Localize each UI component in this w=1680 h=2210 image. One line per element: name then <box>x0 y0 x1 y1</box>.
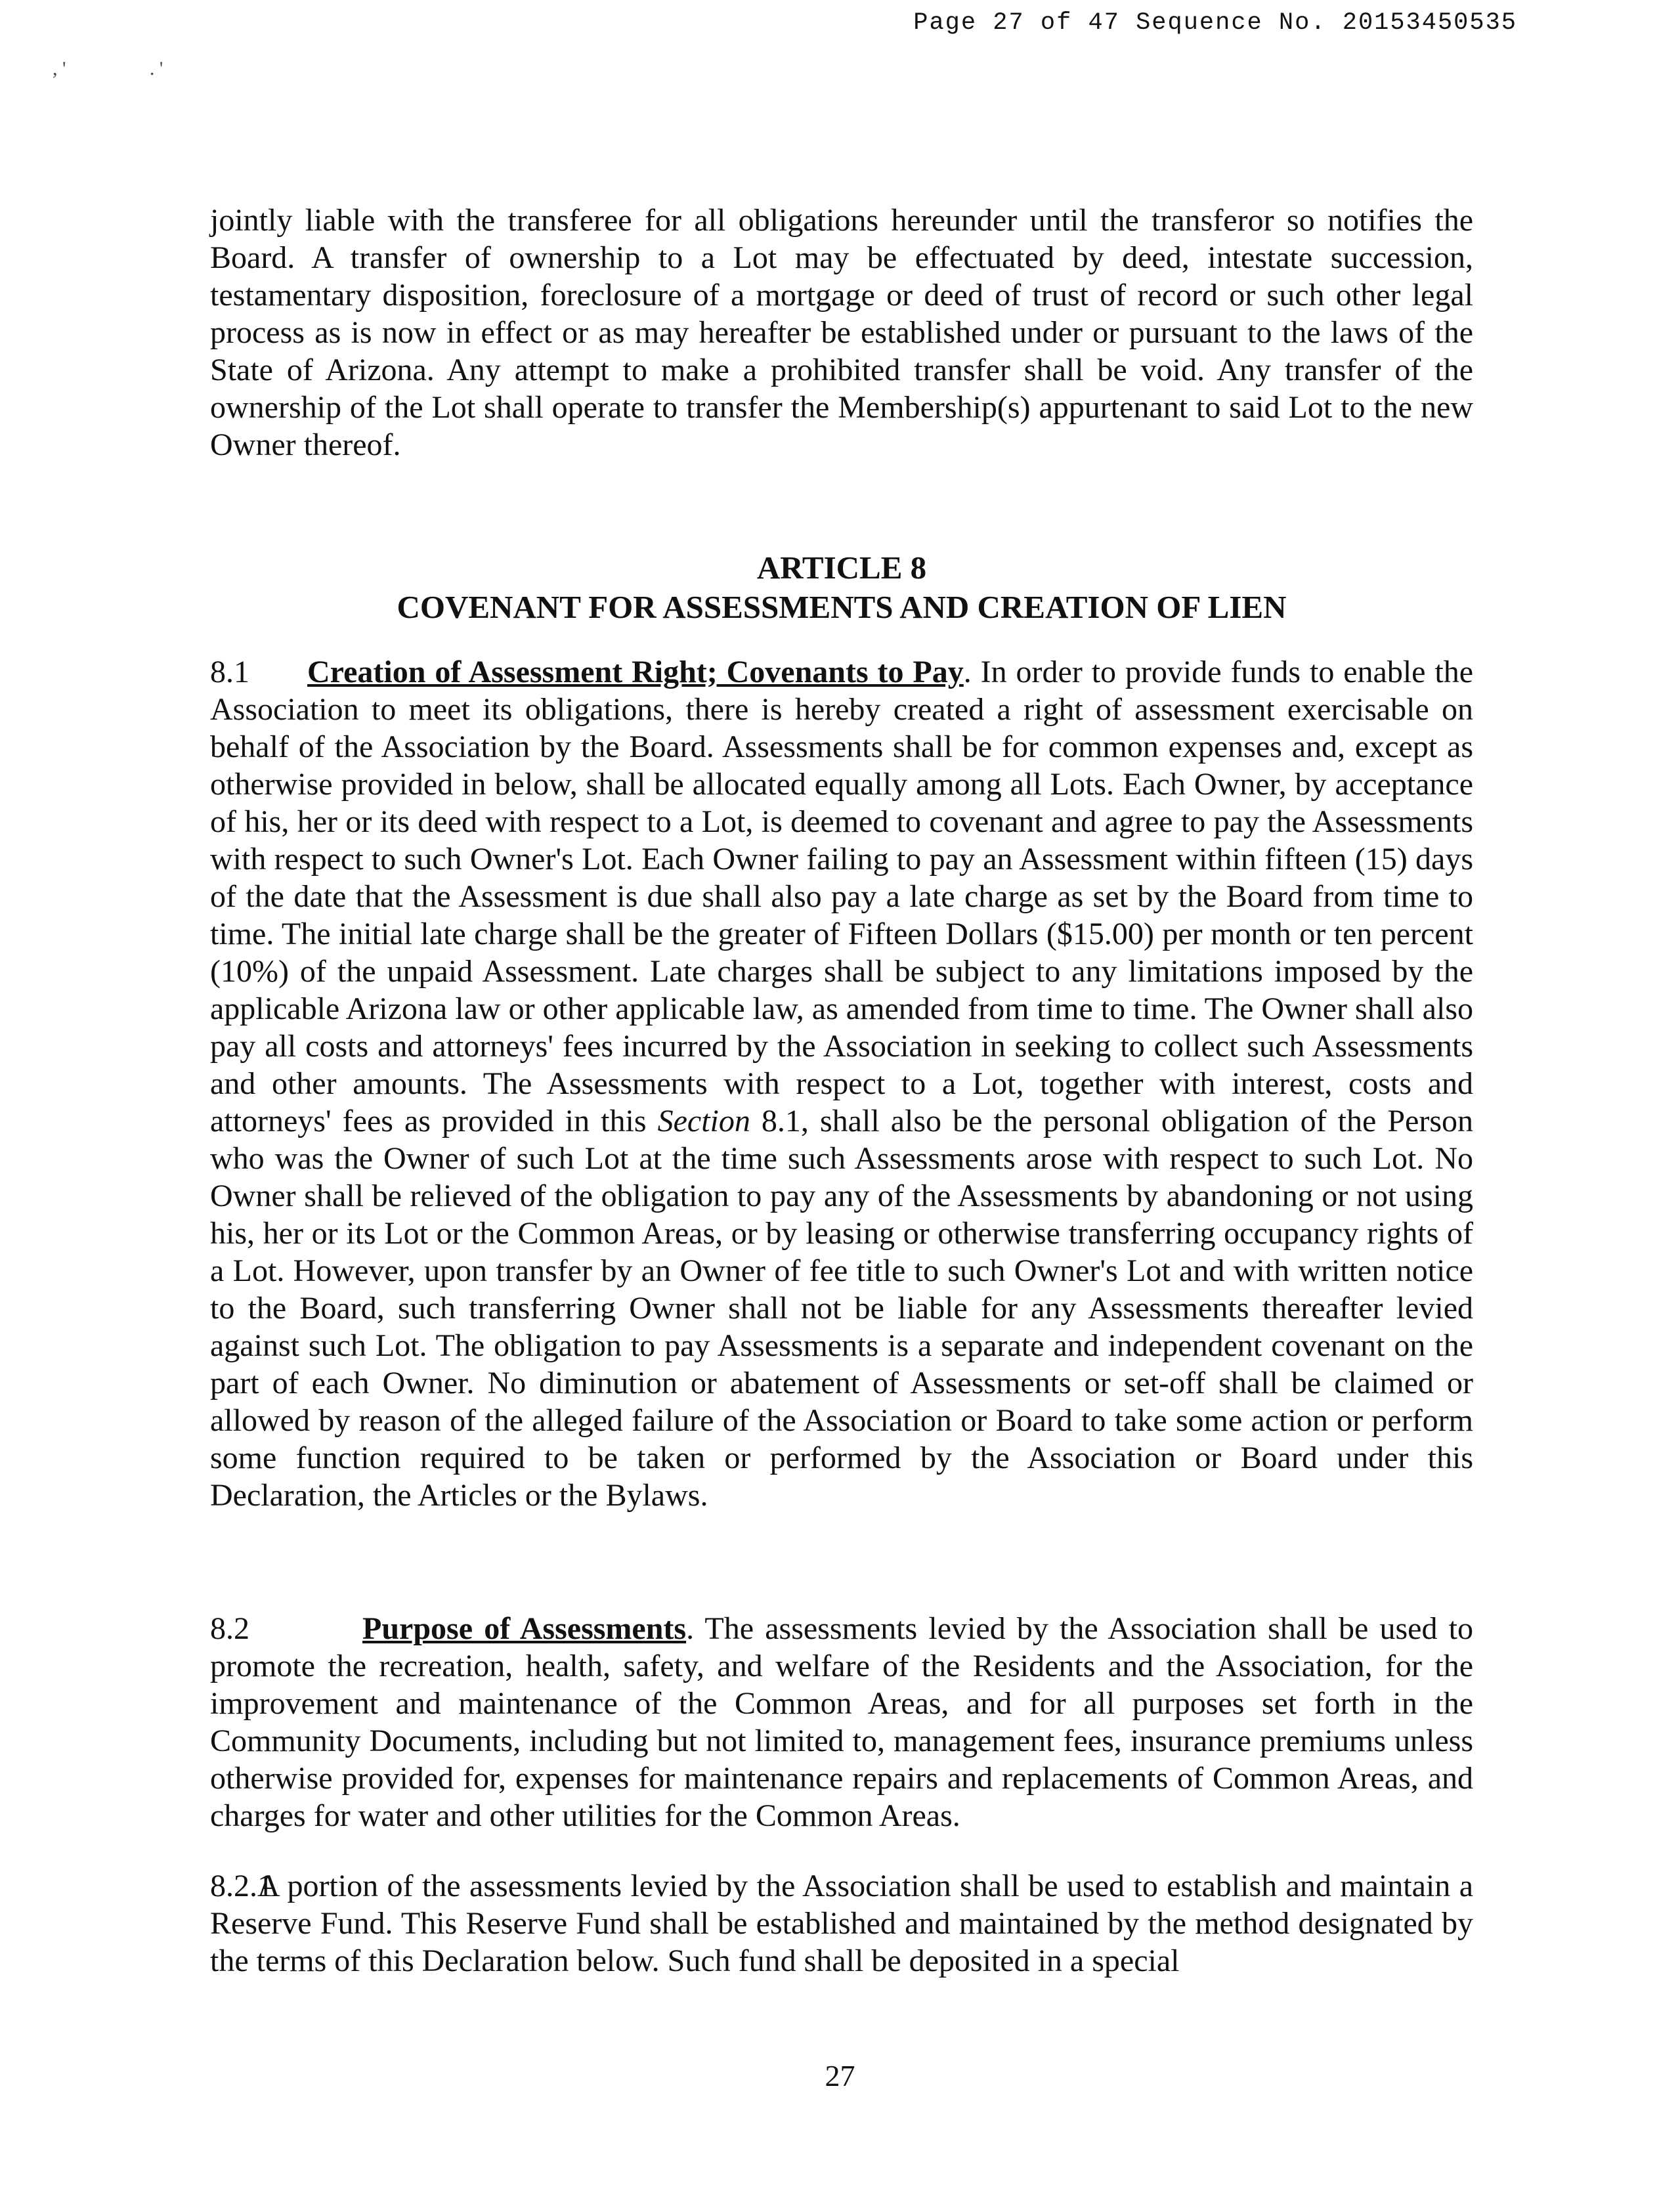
section-8-1-title: Creation of Assessment Right; Covenants to Pay <box>307 655 964 689</box>
article-heading <box>210 548 1473 627</box>
page-number: 27 <box>825 2059 855 2092</box>
section-8-2-title: Purpose of Assessments <box>362 1611 687 1646</box>
section-8-2-1-number: 8.2.1 <box>210 1869 273 1903</box>
article-number: ARTICLE 8 <box>756 550 927 586</box>
intro-paragraph <box>210 202 1473 464</box>
section-8-2 <box>210 1610 1473 1834</box>
section-8-1-text-a: . In order to provide funds to enable the Association to meet its obligations, there is hereby created a right of assessment exercisable on behalf of the Association by the Board. Assessments shall be for common expenses and, except as otherwise provided in below, shall be allocated equally among all Lots. Each Owner, by acceptance of his, her or its deed with respect to a Lot, is deemed to covenant and agree to pay the Assessments with respect to such Owner's Lot. Each Owner failing to pay an Assessment within fifteen (15) days of the date that the Assessment is due shall also pay a late charge as set by the Board from time to time. The initial late charge shall be the greater of Fifteen Dollars ($15.00) per month or ten percent (10%) of the unpaid Assessment. Late charges shall be subject to any limitations imposed by the applicable Arizona law or other applicable law, as amended from time to time. The Owner shall also pay all costs and attorneys' fees incurred by the Association in seeking to collect such Assessments and other amounts. The Assessments with respect to a Lot, together with interest, costs and attorneys' fees as provided in this <box>210 655 1474 1138</box>
scan-mark-left: , ' <box>53 58 66 79</box>
section-8-2-number: 8.2 <box>210 1611 249 1646</box>
scan-marks <box>53 58 242 80</box>
section-8-2-text: . The assessments levied by the Association shall be used to promote the recreation, health, safety, and welfare of the Residents and the Association, for the improvement and maintenance of the Common Areas, and for all purposes set forth in the Community Documents, including but not limited to, management fees, insurance premiums unless otherwise provided for, expenses for maintenance repairs and replacements of Common Areas, and charges for water and other utilities for the Common Areas. <box>210 1611 1474 1833</box>
section-8-1-text-b: 8.1, shall also be the personal obligation of the Person who was the Owner of such Lot at the time such Assessments arose with respect to such Lot. No Owner shall be relieved of the obligation to pay any of the Assessments by abandoning or not using his, her or its Lot or the Common Areas, or by leasing or otherwise transferring occupancy rights of a Lot. However, upon transfer by an Owner of fee title to such Owner's Lot and with written notice to the Board, such transferring Owner shall not be liable for any Assessments thereafter levied against such Lot. The obligation to pay Assessments is a separate and independent covenant on the part of each Owner. No diminution or abatement of Assessments or set-off shall be claimed or allowed by reason of the alleged failure of the Association or Board to take some action or perform some function required to be taken or performed by the Association or Board under this Declaration, the Articles or the Bylaws. <box>210 1104 1474 1513</box>
section-8-1-number: 8.1 <box>210 655 249 689</box>
section-8-1 <box>210 653 1473 1514</box>
intro-paragraph-text: jointly liable with the transferee for all obligations hereunder until the transferor so notifies the Board. A transfer of ownership to a Lot may be effectuated by deed, intestate succession, testamentary disposition, foreclosure of a mortgage or deed of trust of record or such other legal process as is now in effect or as may hereafter be established under or pursuant to the laws of the State of Arizona. Any attempt to make a prohibited transfer shall be void. Any transfer of the ownership of the Lot shall operate to transfer the Membership(s) appurtenant to said Lot to the new Owner thereof. <box>210 203 1473 462</box>
section-8-1-ref: Section <box>657 1104 750 1138</box>
section-8-2-1-text: A portion of the assessments levied by the Association shall be used to establish and maintain a Reserve Fund. This Reserve Fund shall be established and maintained by the method designated by the terms of this Declaration below. Such fund shall be deposited in a special <box>210 1869 1473 1978</box>
article-title: COVENANT FOR ASSESSMENTS AND CREATION OF LIEN <box>397 589 1287 625</box>
section-8-2-1 <box>210 1867 1473 1980</box>
page-sequence-header: Page 27 of 47 Sequence No. 20153450535 <box>913 9 1517 37</box>
scan-mark-right: . ' <box>149 58 163 79</box>
